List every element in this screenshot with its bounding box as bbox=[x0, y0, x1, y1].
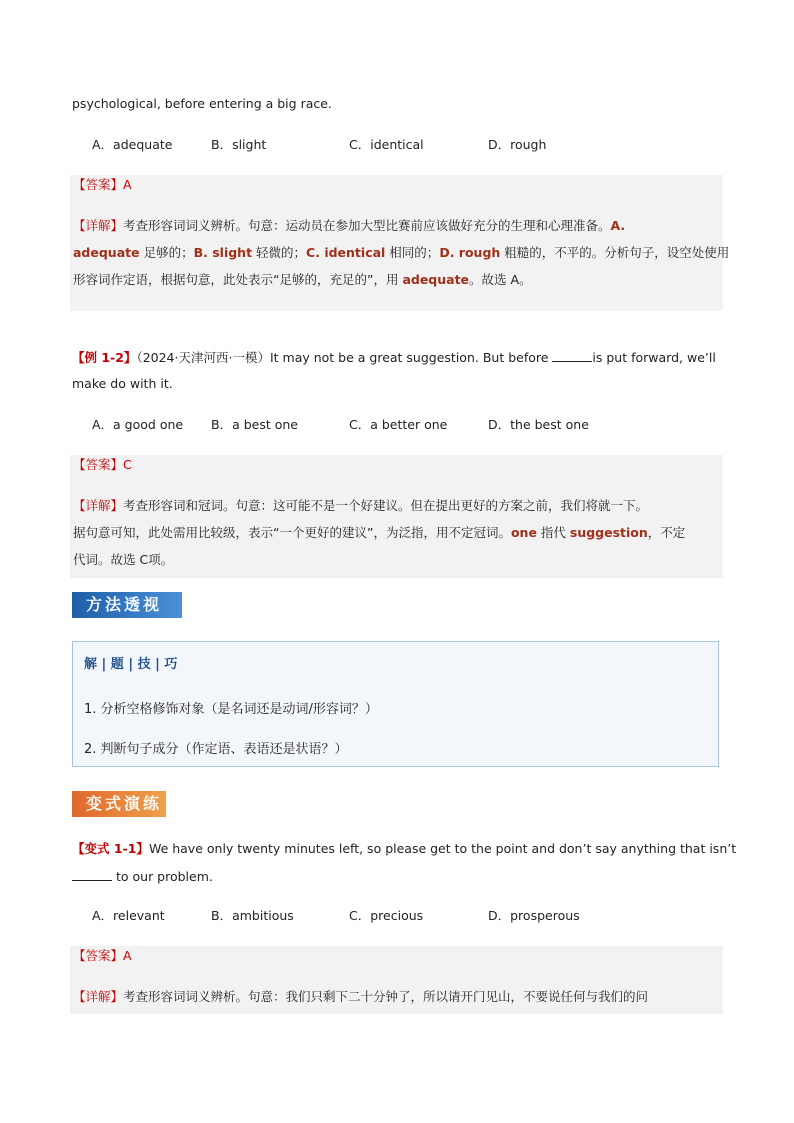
option-c: C．precious bbox=[349, 908, 424, 923]
option-a: A．relevant bbox=[92, 908, 165, 923]
detail-keyword: B. slight bbox=[193, 245, 253, 260]
question-stem-line-2: make do with it. bbox=[72, 376, 173, 391]
detail-label: 【详解】 bbox=[73, 498, 124, 513]
detail-keyword: adequate bbox=[73, 245, 140, 260]
detail-text: 据句意可知，此处需用比较级，表示“一个更好的建议”，为泛指，用不定冠词。 bbox=[73, 525, 511, 540]
option-b: B．ambitious bbox=[211, 908, 294, 923]
detail-keyword: suggestion bbox=[569, 525, 648, 540]
detail-line-1 bbox=[73, 498, 648, 514]
answer-label: 【答案】 bbox=[73, 177, 124, 192]
option-b: B．slight bbox=[211, 137, 267, 152]
practice-stem-line-1 bbox=[72, 841, 736, 857]
option-d: D．prosperous bbox=[488, 908, 580, 923]
answer-label: 【答案】 bbox=[73, 948, 124, 963]
detail-line-1 bbox=[73, 989, 648, 1005]
detail-text: 考查形容词和冠词。句意：这可能不是一个好建议。但在提出更好的方案之前，我们将就一下。 bbox=[123, 498, 649, 513]
detail-line-3: 代词。故选 C项。 bbox=[73, 552, 174, 567]
answer-line bbox=[73, 457, 132, 473]
answer-box bbox=[70, 175, 730, 311]
question-text: is put forward, we’ll bbox=[592, 350, 716, 365]
answer-value: A bbox=[123, 177, 132, 192]
question-text: to our problem. bbox=[112, 869, 213, 884]
question-text: It may not be a great suggestion. But before bbox=[269, 350, 553, 365]
option-d: D．the best one bbox=[488, 417, 589, 432]
option-c: C．a better one bbox=[349, 417, 448, 432]
detail-keyword: adequate bbox=[402, 272, 470, 287]
detail-keyword: one bbox=[510, 525, 537, 540]
question-stem-line-1 bbox=[72, 349, 716, 366]
tip-item-1: 1. 分析空格修饰对象（是名词还是动词/形容词？） bbox=[84, 702, 378, 717]
detail-line-2 bbox=[73, 245, 729, 261]
answer-box bbox=[70, 946, 723, 1014]
detail-text: 轻微的； bbox=[252, 245, 307, 260]
question-stem: psychological, before entering a big race. bbox=[72, 96, 332, 111]
option-d: D．rough bbox=[488, 137, 547, 152]
detail-text: ，不定 bbox=[647, 525, 686, 540]
detail-text: 相同的； bbox=[385, 245, 440, 260]
answer-box bbox=[70, 455, 723, 578]
detail-line-2 bbox=[73, 525, 685, 541]
answer-value: C bbox=[123, 457, 132, 472]
detail-text: 形容词作定语，根据句意，此处表示“足够的，充足的”，用 bbox=[73, 272, 403, 287]
practice-stem-line-2 bbox=[72, 868, 213, 885]
answer-value: A bbox=[123, 948, 132, 963]
detail-label: 【详解】 bbox=[73, 989, 124, 1004]
detail-text: 指代 bbox=[536, 525, 570, 540]
detail-text: 。故选 A。 bbox=[469, 272, 532, 287]
detail-line-1 bbox=[73, 218, 625, 234]
example-label: 【例 1-2】 bbox=[72, 350, 137, 365]
option-c: C．identical bbox=[349, 137, 424, 152]
option-a: A．a good one bbox=[92, 417, 184, 432]
detail-label: 【详解】 bbox=[73, 218, 124, 233]
detail-keyword: D. rough bbox=[439, 245, 501, 260]
question-text: We have only twenty minutes left, so please get to the point and don’t say anything that isn’t bbox=[148, 841, 737, 856]
detail-keyword: C. identical bbox=[306, 245, 386, 260]
detail-text: 考查形容词词义辨析。句意：我们只剩下二十分钟了，所以请开门见山，不要说任何与我们的问 bbox=[123, 989, 649, 1004]
answer-label: 【答案】 bbox=[73, 457, 124, 472]
option-a: A．adequate bbox=[92, 137, 173, 152]
practice-banner: 变式演练 bbox=[72, 791, 166, 817]
method-banner: 方法透视 bbox=[72, 592, 182, 618]
detail-keyword: A. bbox=[610, 218, 626, 233]
option-b: B．a best one bbox=[211, 417, 298, 432]
detail-text: 粗糙的，不平的。分析句子，设空处使用 bbox=[500, 245, 730, 260]
tip-item-2: 2. 判断句子成分（作定语、表语还是状语？） bbox=[84, 742, 348, 757]
question-source: （2024·天津河西·一模） bbox=[136, 350, 270, 365]
answer-blank bbox=[72, 868, 112, 881]
answer-line bbox=[73, 177, 132, 193]
answer-line bbox=[73, 948, 132, 964]
tip-title: 解 | 题 | 技 | 巧 bbox=[84, 657, 178, 672]
answer-blank bbox=[552, 349, 592, 362]
practice-label: 【变式 1-1】 bbox=[72, 841, 149, 856]
detail-line-3 bbox=[73, 272, 532, 288]
tip-box bbox=[72, 641, 719, 767]
detail-text: 足够的； bbox=[139, 245, 194, 260]
detail-text: 考查形容词词义辨析。句意：运动员在参加大型比赛前应该做好充分的生理和心理准备。 bbox=[123, 218, 611, 233]
